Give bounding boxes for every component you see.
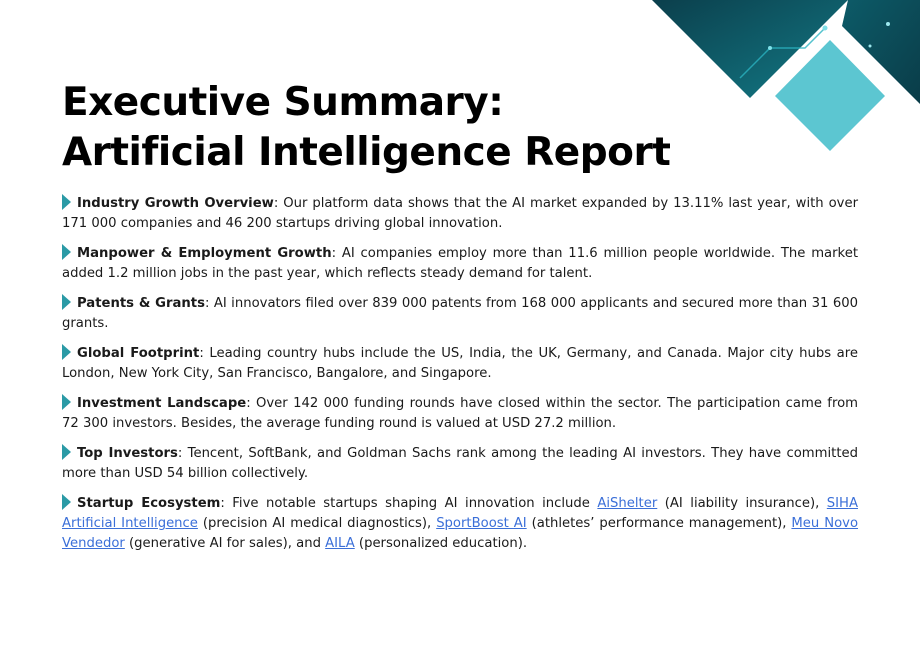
arrow-bullet-icon — [62, 344, 71, 360]
list-item — [62, 194, 858, 234]
arrow-bullet-icon — [62, 194, 71, 210]
item-heading: Top Investors — [77, 446, 178, 461]
item-text: (generative AI for sales), and — [124, 536, 326, 551]
title-line-1: Executive Summary: — [62, 80, 504, 125]
item-text: : Over 142 000 funding rounds have closed within the sector. The participation came from 72 300 investors. Besides, the average funding round is valued at USD 27.2 million. — [62, 396, 858, 431]
item-text: (AI liability insurance), — [657, 496, 827, 511]
page-title — [62, 78, 670, 178]
startup-link-sportboost[interactable]: SportBoost AI — [436, 516, 527, 531]
item-heading: Investment Landscape — [77, 396, 247, 411]
arrow-bullet-icon — [62, 494, 71, 510]
startup-link-aishelter[interactable]: AiShelter — [597, 496, 658, 511]
item-text: : Our platform data shows that the AI market expanded by 13.11% last year, with over 171 000 companies and 46 200 startups driving global innovation. — [62, 196, 858, 231]
light-teal-diamond — [775, 40, 885, 151]
glow-dot — [869, 45, 872, 48]
summary-list — [62, 194, 858, 564]
item-text: (precision AI medical diagnostics), — [197, 516, 437, 531]
item-text: (personalized education). — [354, 536, 528, 551]
circuit-node — [823, 26, 828, 31]
arrow-bullet-icon — [62, 444, 71, 460]
item-heading: Industry Growth Overview — [77, 196, 274, 211]
list-item — [62, 394, 858, 434]
item-text: : Tencent, SoftBank, and Goldman Sachs rank among the leading AI investors. They have committed more than USD 54 billion collectively. — [62, 446, 858, 481]
list-item — [62, 294, 858, 334]
item-heading: Startup Ecosystem — [77, 496, 221, 511]
arrow-bullet-icon — [62, 244, 71, 260]
list-item — [62, 444, 858, 484]
title-line-2: Artificial Intelligence Report — [62, 130, 671, 175]
item-text: : AI innovators filed over 839 000 patents from 168 000 applicants and secured more than 31 600 grants. — [62, 296, 858, 331]
startup-link-meu-novo-vendedor[interactable]: Meu Novo Vendedor — [62, 516, 859, 551]
item-text: (athletes’ performance management), — [526, 516, 792, 531]
item-heading: Global Footprint — [77, 346, 200, 361]
startup-link-siha[interactable]: SIHA Artificial Intelligence — [62, 496, 858, 531]
arrow-bullet-icon — [62, 294, 71, 310]
list-item — [62, 344, 858, 384]
item-heading: Manpower & Employment Growth — [77, 246, 332, 261]
list-item — [62, 494, 858, 554]
item-text: : Five notable startups shaping AI innovation include — [220, 496, 598, 511]
circuit-node — [768, 46, 772, 50]
arrow-bullet-icon — [62, 394, 71, 410]
startup-link-aila[interactable]: AILA — [325, 536, 355, 551]
item-heading: Patents & Grants — [77, 296, 205, 311]
item-text: : Leading country hubs include the US, India, the UK, Germany, and Canada. Major city hubs are London, New York City, San Francisco, Bangalore, and Singapore. — [62, 346, 858, 381]
list-item — [62, 244, 858, 284]
item-text: : AI companies employ more than 11.6 million people worldwide. The market added 1.2 million jobs in the past year, which reflects steady demand for talent. — [62, 246, 858, 281]
glow-dot — [886, 22, 890, 26]
